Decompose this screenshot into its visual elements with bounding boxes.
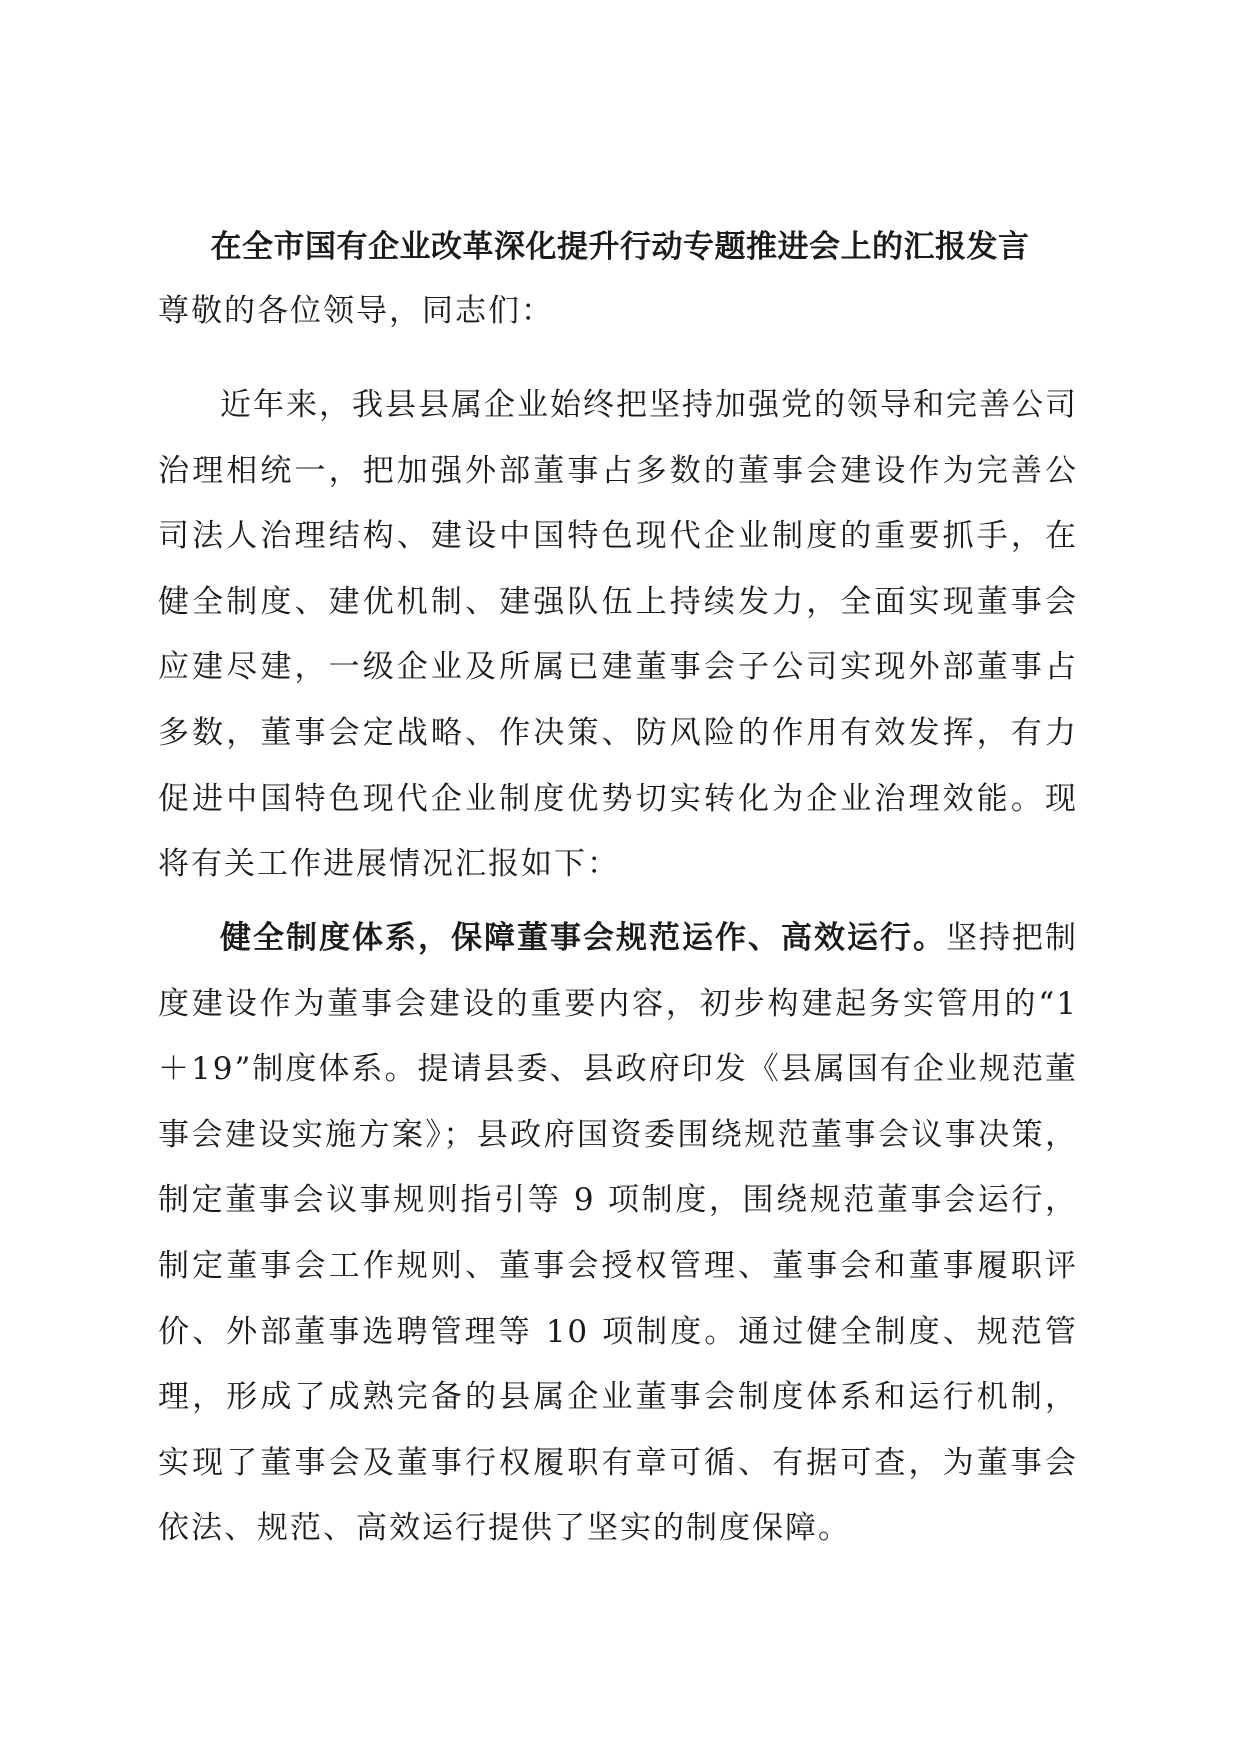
greeting: 尊敬的各位领导，同志们：: [158, 293, 554, 329]
section-1-paragraph: [158, 906, 1078, 1562]
document-title: 在全市国有企业改革深化提升行动专题推进会上的汇报发言: [210, 229, 1030, 265]
section-1-body: 坚持把制度建设作为董事会建设的重要内容，初步构建起务实管用的“1＋19”制度体系。提请县委、县政府印发《县属国有企业规范董事会建设实施方案》；县政府国资委围绕规范董事会议事决策，制定董事会议事规则指引等 9 项制度，围绕规范董事会运行，制定董事会工作规则、董事会授权管理、董事会和董事履职评价、外部董事选聘管理等 10 项制度。通过健全制度、规范管理，形成了成熟完备的县属企业董事会制度体系和运行机制，实现了董事会及董事行权履职有章可循、有据可查，为董事会依法、规范、高效运行提供了坚实的制度保障。: [158, 920, 1078, 1547]
section-1-heading: 健全制度体系，保障董事会规范运作、高效运行。: [220, 920, 946, 956]
intro-paragraph: 近年来，我县县属企业始终把坚持加强党的领导和完善公司治理相统一，把加强外部董事占多数的董事会建设作为完善公司法人治理结构、建设中国特色现代企业制度的重要抓手，在健全制度、建优机制、建强队伍上持续发力，全面实现董事会应建尽建，一级企业及所属已建董事会子公司实现外部董事占多数，董事会定战略、作决策、防风险的作用有效发挥，有力促进中国特色现代企业制度优势切实转化为企业治理效能。现将有关工作进展情况汇报如下：: [158, 387, 1078, 883]
